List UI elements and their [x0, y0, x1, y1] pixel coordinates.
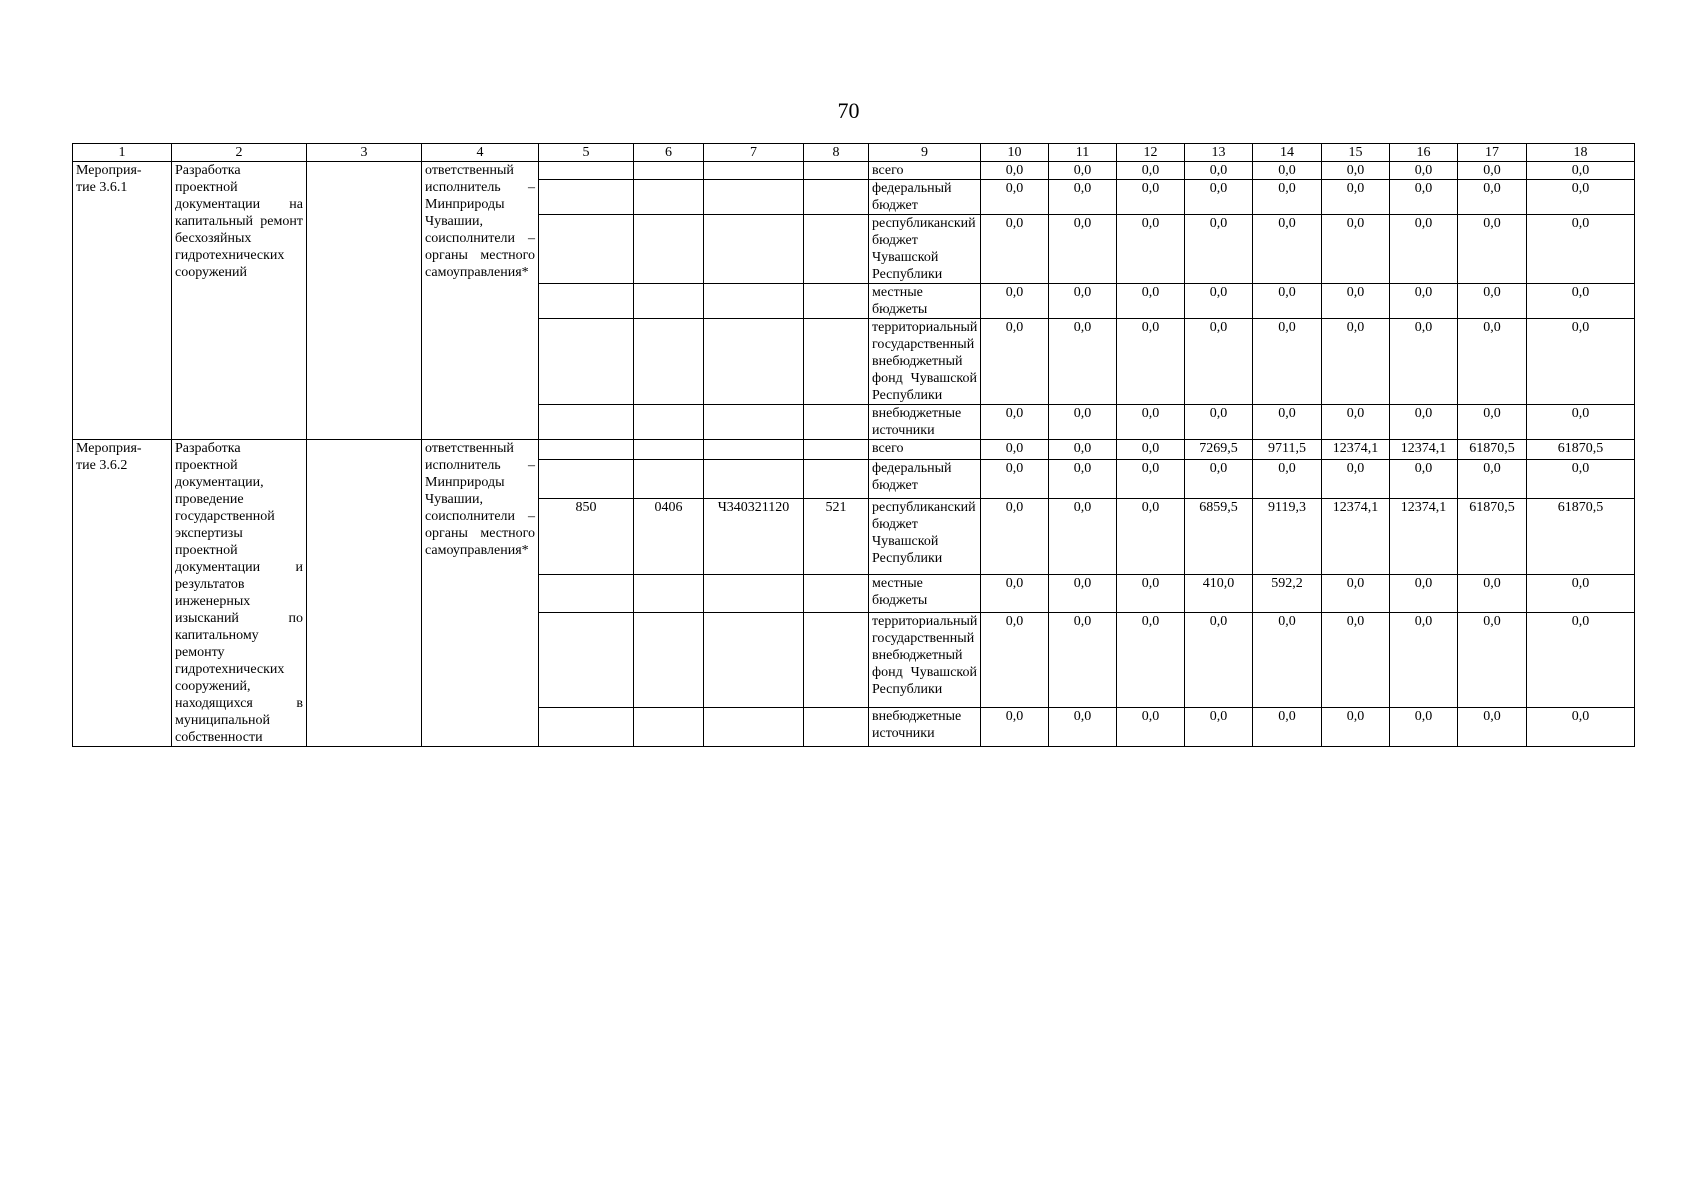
measure-col3: [307, 162, 422, 440]
budget-code-cell: [704, 284, 804, 319]
value-cell: 0,0: [1390, 215, 1458, 284]
table-body: [73, 162, 1635, 747]
budget-code-cell: [539, 708, 634, 747]
value-cell: 0,0: [1117, 708, 1185, 747]
budget-code-cell: [539, 162, 634, 180]
funding-source: федеральный бюджет: [869, 180, 981, 215]
budget-code-cell: [704, 215, 804, 284]
value-cell: 0,0: [1527, 215, 1635, 284]
value-cell: 0,0: [1458, 180, 1527, 215]
budget-code-cell: [804, 180, 869, 215]
column-header: 7: [704, 144, 804, 162]
value-cell: 0,0: [1322, 574, 1390, 613]
value-cell: 9119,3: [1253, 498, 1322, 574]
value-cell: 0,0: [1322, 613, 1390, 708]
measure-executor: ответственный исполнитель – Минприроды Чувашии, соисполнители – органы местного самоуправления*: [422, 162, 539, 440]
value-cell: 0,0: [1117, 498, 1185, 574]
column-header: 6: [634, 144, 704, 162]
table-row: [73, 440, 1635, 460]
value-cell: 0,0: [1458, 708, 1527, 747]
budget-code-cell: 521: [804, 498, 869, 574]
budget-code-cell: [704, 459, 804, 498]
column-header: 11: [1049, 144, 1117, 162]
value-cell: 0,0: [1185, 613, 1253, 708]
budget-code-cell: [704, 574, 804, 613]
value-cell: 12374,1: [1322, 498, 1390, 574]
column-header: 2: [172, 144, 307, 162]
value-cell: 0,0: [981, 162, 1049, 180]
measure-col3: [307, 440, 422, 747]
budget-code-cell: [634, 405, 704, 440]
budget-code-cell: 0406: [634, 498, 704, 574]
value-cell: 61870,5: [1458, 440, 1527, 460]
funding-source: республиканский бюджет Чувашской Республики: [869, 498, 981, 574]
value-cell: 12374,1: [1390, 498, 1458, 574]
value-cell: 0,0: [1458, 284, 1527, 319]
budget-code-cell: [704, 613, 804, 708]
value-cell: 0,0: [1390, 459, 1458, 498]
value-cell: 0,0: [1253, 405, 1322, 440]
column-header: 10: [981, 144, 1049, 162]
value-cell: 0,0: [1049, 405, 1117, 440]
value-cell: 0,0: [1117, 405, 1185, 440]
column-header: 16: [1390, 144, 1458, 162]
value-cell: 0,0: [1322, 459, 1390, 498]
funding-source: внебюджетные источники: [869, 708, 981, 747]
value-cell: 0,0: [1253, 613, 1322, 708]
value-cell: 0,0: [1117, 440, 1185, 460]
value-cell: 0,0: [1117, 613, 1185, 708]
value-cell: 0,0: [1049, 708, 1117, 747]
value-cell: 0,0: [1117, 319, 1185, 405]
column-header: 9: [869, 144, 981, 162]
value-cell: 0,0: [1185, 459, 1253, 498]
value-cell: 0,0: [1185, 708, 1253, 747]
value-cell: 0,0: [981, 215, 1049, 284]
value-cell: 0,0: [1253, 284, 1322, 319]
budget-code-cell: [634, 180, 704, 215]
value-cell: 0,0: [1185, 215, 1253, 284]
header-row: [73, 144, 1635, 162]
column-header: 14: [1253, 144, 1322, 162]
value-cell: 0,0: [981, 459, 1049, 498]
budget-code-cell: [804, 459, 869, 498]
budget-code-cell: [634, 459, 704, 498]
value-cell: 0,0: [1049, 574, 1117, 613]
funding-source: территориальный государственный внебюджетный фонд Чувашской Республики: [869, 613, 981, 708]
budget-code-cell: [804, 405, 869, 440]
budget-code-cell: Ч340321120: [704, 498, 804, 574]
value-cell: 0,0: [1322, 215, 1390, 284]
value-cell: 0,0: [1185, 405, 1253, 440]
budget-code-cell: [539, 405, 634, 440]
budget-code-cell: [634, 284, 704, 319]
value-cell: 0,0: [1527, 613, 1635, 708]
value-cell: 0,0: [1117, 180, 1185, 215]
value-cell: 0,0: [981, 440, 1049, 460]
value-cell: 0,0: [981, 284, 1049, 319]
budget-code-cell: [634, 319, 704, 405]
value-cell: 0,0: [1458, 459, 1527, 498]
page-number: 70: [837, 98, 860, 123]
budget-code-cell: [804, 284, 869, 319]
budget-code-cell: [539, 613, 634, 708]
value-cell: 0,0: [981, 405, 1049, 440]
value-cell: 0,0: [1185, 319, 1253, 405]
value-cell: 0,0: [1185, 162, 1253, 180]
budget-code-cell: [804, 319, 869, 405]
value-cell: 410,0: [1185, 574, 1253, 613]
column-header: 5: [539, 144, 634, 162]
value-cell: 0,0: [1117, 284, 1185, 319]
column-header: 18: [1527, 144, 1635, 162]
budget-code-cell: [704, 319, 804, 405]
column-header: 17: [1458, 144, 1527, 162]
budget-code-cell: [704, 180, 804, 215]
measure-id: Мероприя- тие 3.6.1: [73, 162, 172, 440]
budget-code-cell: [804, 440, 869, 460]
value-cell: 0,0: [1458, 405, 1527, 440]
funding-source: внебюджетные источники: [869, 405, 981, 440]
value-cell: 0,0: [1117, 459, 1185, 498]
budget-code-cell: [634, 162, 704, 180]
budget-code-cell: [704, 708, 804, 747]
value-cell: 0,0: [1253, 180, 1322, 215]
budget-code-cell: [539, 215, 634, 284]
value-cell: 0,0: [981, 498, 1049, 574]
value-cell: 61870,5: [1527, 498, 1635, 574]
budget-code-cell: [634, 708, 704, 747]
value-cell: 0,0: [1253, 708, 1322, 747]
value-cell: 0,0: [1117, 162, 1185, 180]
column-header: 12: [1117, 144, 1185, 162]
value-cell: 0,0: [1527, 405, 1635, 440]
value-cell: 0,0: [1390, 319, 1458, 405]
value-cell: 0,0: [1049, 440, 1117, 460]
value-cell: 0,0: [1390, 708, 1458, 747]
value-cell: 0,0: [981, 708, 1049, 747]
value-cell: 0,0: [1049, 613, 1117, 708]
value-cell: 0,0: [1390, 405, 1458, 440]
value-cell: 0,0: [1049, 284, 1117, 319]
value-cell: 0,0: [981, 180, 1049, 215]
value-cell: 0,0: [1527, 284, 1635, 319]
measure-description: Разработка проектной документации, проведение государственной экспертизы проектной документации и результатов инженерных изысканий по капитальному ремонту гидротехнических сооружений, находящихся в муниципальной собственности: [172, 440, 307, 747]
value-cell: 9711,5: [1253, 440, 1322, 460]
value-cell: 0,0: [1527, 708, 1635, 747]
value-cell: 0,0: [1322, 319, 1390, 405]
value-cell: 0,0: [1322, 708, 1390, 747]
value-cell: 0,0: [981, 574, 1049, 613]
value-cell: 0,0: [1527, 162, 1635, 180]
value-cell: 0,0: [1322, 162, 1390, 180]
value-cell: 0,0: [1527, 459, 1635, 498]
budget-code-cell: [804, 708, 869, 747]
table-header: [73, 144, 1635, 162]
value-cell: 0,0: [1390, 574, 1458, 613]
value-cell: 0,0: [1049, 319, 1117, 405]
value-cell: 0,0: [1322, 405, 1390, 440]
value-cell: 0,0: [1390, 613, 1458, 708]
value-cell: 0,0: [1185, 284, 1253, 319]
value-cell: 0,0: [1390, 162, 1458, 180]
budget-code-cell: [804, 574, 869, 613]
value-cell: 0,0: [1390, 180, 1458, 215]
column-header: 1: [73, 144, 172, 162]
measure-id: Мероприя- тие 3.6.2: [73, 440, 172, 747]
table-row: [73, 162, 1635, 180]
budget-code-cell: [804, 613, 869, 708]
value-cell: 12374,1: [1322, 440, 1390, 460]
funding-source: местные бюджеты: [869, 284, 981, 319]
value-cell: 0,0: [1253, 459, 1322, 498]
budget-code-cell: [539, 180, 634, 215]
value-cell: 12374,1: [1390, 440, 1458, 460]
value-cell: 0,0: [1527, 574, 1635, 613]
budget-code-cell: [804, 215, 869, 284]
value-cell: 592,2: [1253, 574, 1322, 613]
value-cell: 0,0: [1458, 215, 1527, 284]
measure-description: Разработка проектной документации на капитальный ремонт бесхозяйных гидротехнических сооружений: [172, 162, 307, 440]
funding-source: федеральный бюджет: [869, 459, 981, 498]
budget-code-cell: [804, 162, 869, 180]
budget-code-cell: [634, 215, 704, 284]
value-cell: 0,0: [1253, 162, 1322, 180]
column-header: 3: [307, 144, 422, 162]
value-cell: 0,0: [1049, 215, 1117, 284]
budget-code-cell: 850: [539, 498, 634, 574]
funding-source: республиканский бюджет Чувашской Республики: [869, 215, 981, 284]
value-cell: 0,0: [1049, 498, 1117, 574]
value-cell: 61870,5: [1527, 440, 1635, 460]
value-cell: 0,0: [981, 319, 1049, 405]
budget-code-cell: [539, 284, 634, 319]
value-cell: 0,0: [1253, 319, 1322, 405]
column-header: 15: [1322, 144, 1390, 162]
budget-code-cell: [634, 574, 704, 613]
budget-code-cell: [539, 574, 634, 613]
value-cell: 0,0: [1322, 180, 1390, 215]
value-cell: 0,0: [1253, 215, 1322, 284]
budget-code-cell: [539, 440, 634, 460]
budget-table: [72, 143, 1635, 747]
column-header: 4: [422, 144, 539, 162]
value-cell: 0,0: [1049, 162, 1117, 180]
budget-code-cell: [704, 440, 804, 460]
value-cell: 0,0: [1527, 319, 1635, 405]
value-cell: 7269,5: [1185, 440, 1253, 460]
budget-code-cell: [634, 440, 704, 460]
value-cell: 0,0: [1458, 574, 1527, 613]
value-cell: 61870,5: [1458, 498, 1527, 574]
budget-code-cell: [634, 613, 704, 708]
value-cell: 0,0: [1049, 459, 1117, 498]
funding-source: всего: [869, 440, 981, 460]
value-cell: 0,0: [1049, 180, 1117, 215]
funding-source: всего: [869, 162, 981, 180]
value-cell: 0,0: [1185, 180, 1253, 215]
budget-code-cell: [704, 162, 804, 180]
value-cell: 0,0: [1322, 284, 1390, 319]
value-cell: 0,0: [1390, 284, 1458, 319]
funding-source: местные бюджеты: [869, 574, 981, 613]
column-header: 8: [804, 144, 869, 162]
value-cell: 0,0: [1458, 162, 1527, 180]
funding-source: территориальный государственный внебюджетный фонд Чувашской Республики: [869, 319, 981, 405]
budget-code-cell: [704, 405, 804, 440]
value-cell: 0,0: [1527, 180, 1635, 215]
value-cell: 0,0: [1117, 215, 1185, 284]
value-cell: 0,0: [1117, 574, 1185, 613]
value-cell: 0,0: [1458, 613, 1527, 708]
column-header: 13: [1185, 144, 1253, 162]
value-cell: 6859,5: [1185, 498, 1253, 574]
budget-code-cell: [539, 319, 634, 405]
value-cell: 0,0: [981, 613, 1049, 708]
value-cell: 0,0: [1458, 319, 1527, 405]
budget-code-cell: [539, 459, 634, 498]
measure-executor: ответственный исполнитель – Минприроды Чувашии, соисполнители – органы местного самоуправления*: [422, 440, 539, 747]
